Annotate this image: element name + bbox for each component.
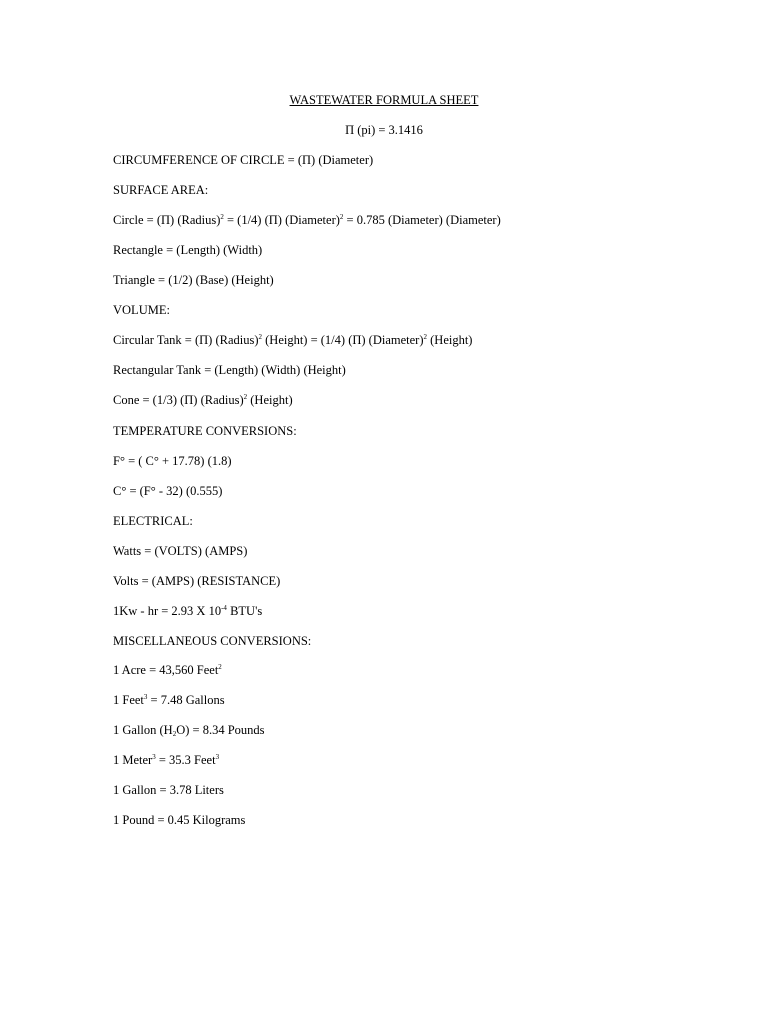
circle-area-formula <box>113 214 501 227</box>
formula-text: (Height) = (1/4) (Π) (Diameter) <box>262 333 424 347</box>
exponent: 2 <box>220 213 224 221</box>
misc-conversions-heading: MISCELLANEOUS CONVERSIONS: <box>113 634 312 648</box>
rectangular-tank-volume-formula: Rectangular Tank = (Length) (Width) (Height) <box>113 363 346 377</box>
formula-text: Circular Tank = (Π) (Radius) <box>113 333 259 347</box>
cubic-feet-conversion <box>113 694 225 707</box>
formula-text: (Height) <box>427 333 473 347</box>
rectangle-area-formula: Rectangle = (Length) (Width) <box>113 243 263 257</box>
pi-constant: Π (pi) = 3.1416 <box>345 123 423 137</box>
exponent: 3 <box>143 693 148 701</box>
exponent: 2 <box>218 663 222 671</box>
subscript: 2 <box>172 730 177 738</box>
volume-heading: VOLUME: <box>113 303 170 317</box>
surface-area-heading: SURFACE AREA: <box>113 183 209 197</box>
page-title: WASTEWATER FORMULA SHEET <box>289 93 479 107</box>
circumference-formula: CIRCUMFERENCE OF CIRCLE = (Π) (Diameter) <box>113 153 374 167</box>
formula-text: 1Kw - hr = 2.93 X 10 <box>113 604 222 618</box>
exponent: 3 <box>215 753 220 761</box>
watts-formula: Watts = (VOLTS) (AMPS) <box>113 544 248 558</box>
exponent: 2 <box>243 393 248 401</box>
kw-hr-conversion <box>113 605 262 618</box>
formula-text: O) = 8.34 Pounds <box>176 723 265 737</box>
formula-text: (Height) <box>247 393 293 407</box>
fahrenheit-conversion: F° = ( C° + 17.78) (1.8) <box>113 454 232 468</box>
formula-text: 1 Meter <box>113 753 153 767</box>
formula-text: 1 Acre = 43,560 Feet <box>113 663 219 677</box>
formula-text: = 7.48 Gallons <box>147 693 225 707</box>
exponent: 3 <box>152 753 156 761</box>
exponent: 2 <box>423 333 427 341</box>
exponent: 2 <box>339 213 344 221</box>
exponent: -4 <box>221 604 227 612</box>
gallon-water-weight <box>113 724 265 737</box>
cone-volume-formula <box>113 394 293 407</box>
formula-text: = (1/4) (Π) (Diameter) <box>223 213 340 227</box>
formula-text: 1 Gallon (H <box>113 723 173 737</box>
temperature-heading: TEMPERATURE CONVERSIONS: <box>113 424 297 438</box>
formula-text: BTU's <box>226 604 263 618</box>
cubic-meter-conversion <box>113 754 219 767</box>
electrical-heading: ELECTRICAL: <box>113 514 193 528</box>
exponent: 2 <box>258 333 262 341</box>
formula-text: = 0.785 (Diameter) (Diameter) <box>343 213 501 227</box>
formula-text: 1 Feet <box>113 693 144 707</box>
formula-text: Circle = (Π) (Radius) <box>113 213 221 227</box>
acre-conversion <box>113 664 222 677</box>
celsius-conversion: C° = (F° - 32) (0.555) <box>113 484 223 498</box>
triangle-area-formula: Triangle = (1/2) (Base) (Height) <box>113 273 274 287</box>
gallon-liters-conversion: 1 Gallon = 3.78 Liters <box>113 783 224 797</box>
volts-formula: Volts = (AMPS) (RESISTANCE) <box>113 574 281 588</box>
formula-text: Cone = (1/3) (Π) (Radius) <box>113 393 244 407</box>
formula-text: = 35.3 Feet <box>155 753 216 767</box>
circular-tank-volume-formula <box>113 334 472 347</box>
pound-kilograms-conversion: 1 Pound = 0.45 Kilograms <box>113 813 246 827</box>
